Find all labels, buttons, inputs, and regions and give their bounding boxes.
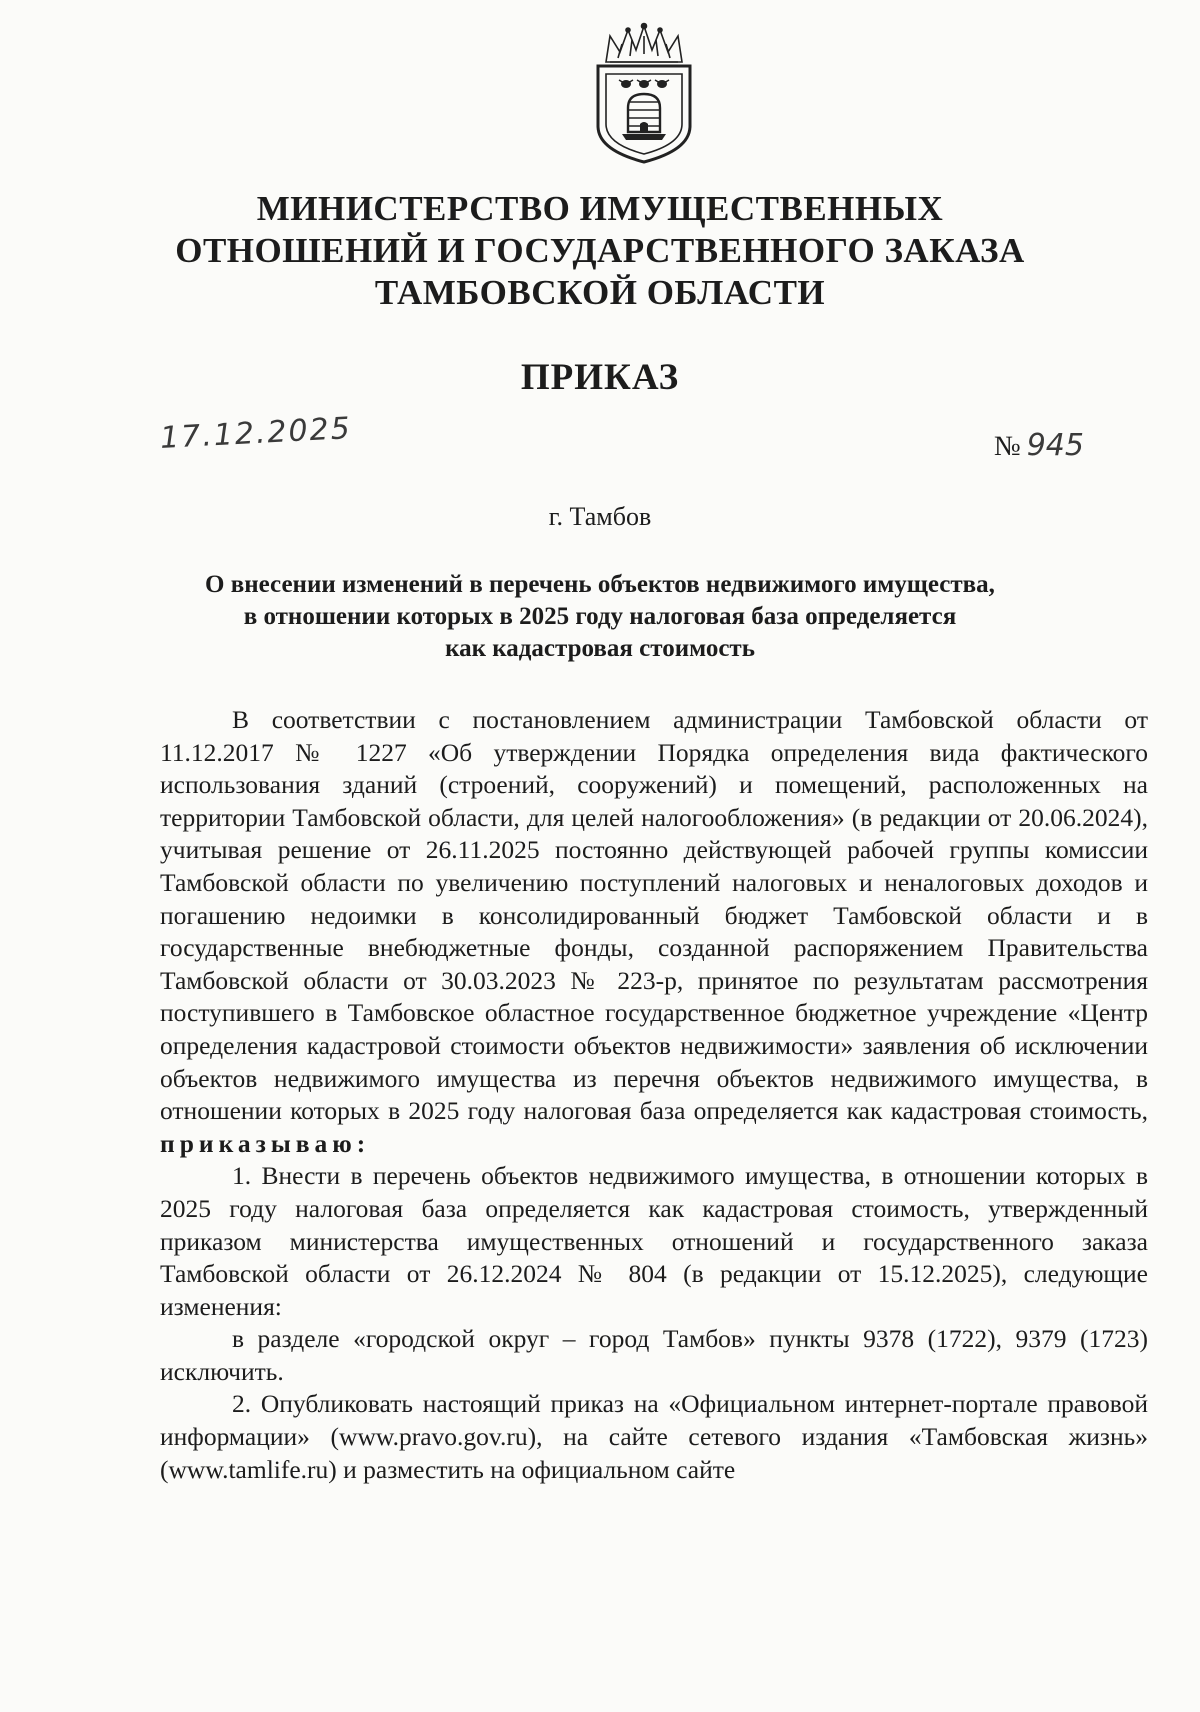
subject-line-2: в отношении которых в 2025 году налоговая база определяется: [243, 603, 957, 630]
number-sign: №: [994, 431, 1021, 462]
handwritten-date: 17.12.2025: [159, 411, 353, 456]
ministry-line-2: ОТНОШЕНИЙ И ГОСУДАРСТВЕННОГО ЗАКАЗА: [175, 231, 1025, 270]
city: г. Тамбов: [548, 502, 652, 531]
ministry-line-1: МИНИСТЕРСТВО ИМУЩЕСТВЕННЫХ: [256, 189, 944, 228]
handwritten-number: 945: [1026, 428, 1084, 463]
subject-line-1: О внесении изменений в перечень объектов недвижимого имущества,: [205, 571, 995, 598]
intro-text: В соответствии с постановлением администрации Тамбовской области от 11.12.2017 № 1227 «Об утверждении Порядка определения вида фактического использования зданий (строений, сооружений) и помещений, расположенных на территории Тамбовской области, для целей налогообложения» (в редакции от 20.06.2024), учитывая решение от 26.11.2025 постоянно действующей рабочей группы комиссии Тамбовской области по увеличению поступлений налоговых и неналоговых доходов и погашению недоимки в консолидированный бюджет Тамбовской области и в государственные внебюджетные фонды, созданной распоряжением Правительства Тамбовской области от 30.03.2023 № 223-р, принятое по результатам рассмотрения поступившего в Тамбовское областное государственное бюджетное учреждение «Центр определения кадастровой стоимости объектов недвижимости» заявления об исключении объектов недвижимого имущества из перечня объектов недвижимого имущества, в отношении которых в 2025 году налоговая база определяется как кадастровая стоимость,: [160, 705, 1148, 1126]
subject-line-3: как кадастровая стоимость: [445, 635, 755, 662]
item-1: 1. Внести в перечень объектов недвижимого имущества, в отношении которых в 2025 году налоговая база определяется как кадастровая стоимость, утвержденный приказом министерства имущественных отношений и государственного заказа Тамбовской области от 26.12.2024 № 804 (в редакции от 15.12.2025), следующие изменения:: [160, 1161, 1148, 1321]
intro-paragraph: [160, 704, 1148, 1160]
item-2: 2. Опубликовать настоящий приказ на «Официальном интернет-портале правовой информации» (www.pravo.gov.ru), на сайте сетевого издания «Тамбовская жизнь» (www.tamlife.ru) и разместить на официальном сайте: [160, 1389, 1148, 1484]
coat-of-arms-icon: [588, 22, 700, 166]
document-subject: [150, 569, 1050, 665]
document-number: [994, 428, 1084, 463]
item-1-detail: в разделе «городской округ – город Тамбов» пункты 9378 (1722), 9379 (1723) исключить.: [160, 1324, 1148, 1386]
document-body: [160, 704, 1148, 1486]
directive-word: приказываю:: [160, 1128, 371, 1158]
document-type: ПРИКАЗ: [520, 357, 680, 398]
ministry-line-3: ТАМБОВСКОЙ ОБЛАСТИ: [374, 273, 826, 312]
ministry-name: [100, 188, 1100, 314]
